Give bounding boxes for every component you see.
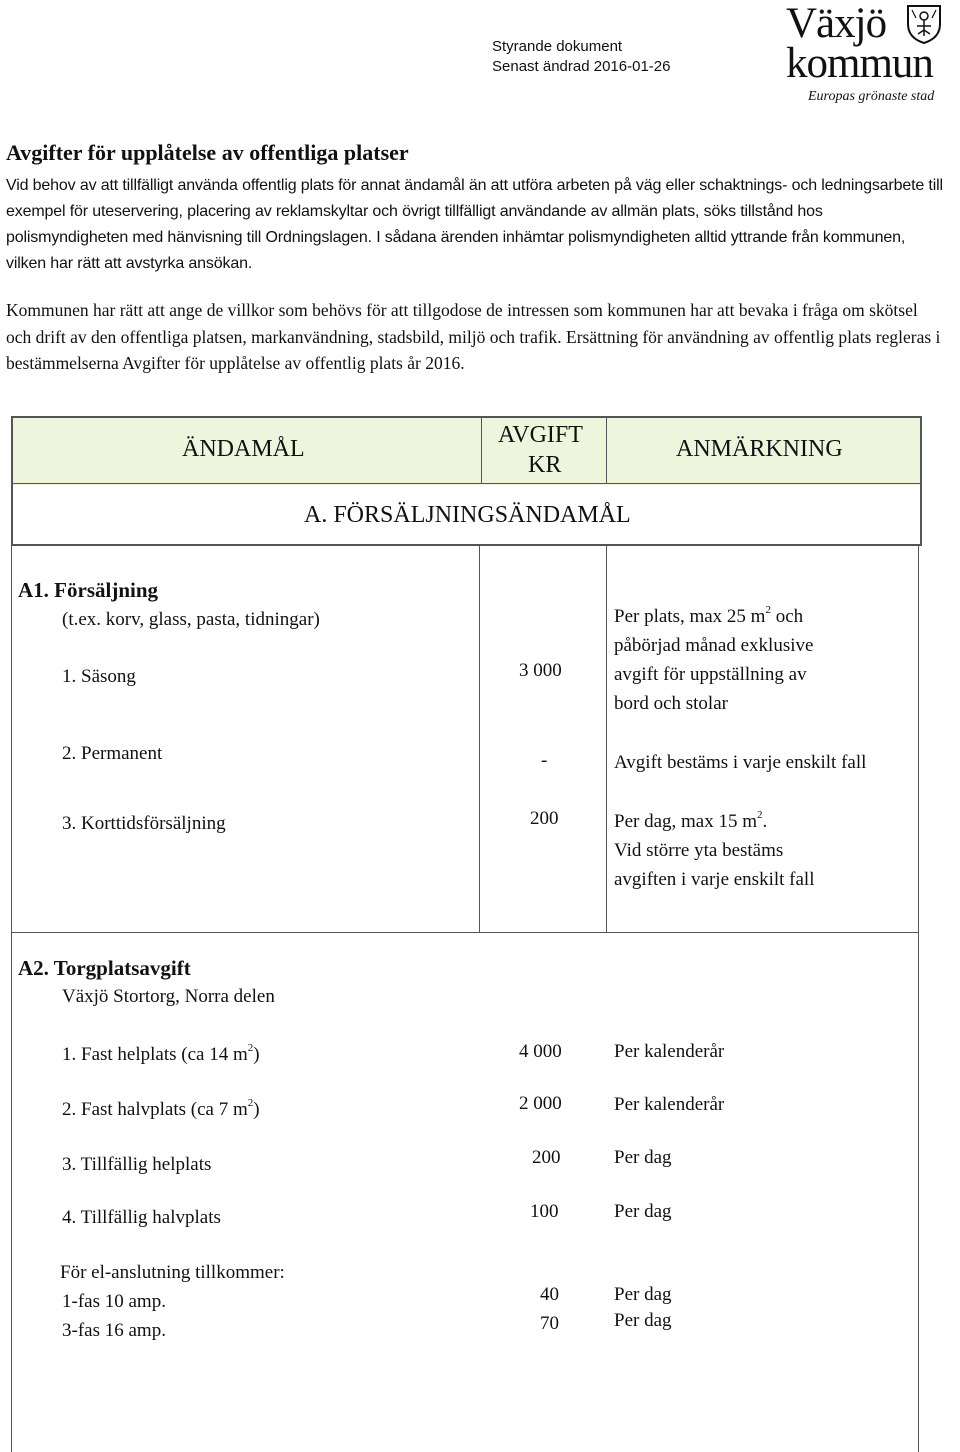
a1-row-label: 3. Korttidsförsäljning [62,813,226,834]
a1-row-remark: avgiften i varje enskilt fall [614,869,815,890]
a2-row-fee: 2 000 [519,1093,562,1114]
a1-row-remark: Per plats, max 25 $m^2$ och [614,603,804,627]
logo-tagline: Europas grönaste stad [808,89,935,104]
a2-row-label: 3. Tillfällig helplats [62,1154,212,1175]
column-divider [606,545,607,933]
a1-row-remark: bord och stolar [614,693,728,714]
conditions-paragraph: Kommunen har rätt att ange de villkor som behövs för att tillgodose de intressen som kommunen har att bevaka i fråga om skötsel och drift av den offentliga platsen, markanvändning, stadsbild, miljö och trafik. Ersättning för användning av offentlig plats regleras i bestämmelserna Avgifter för upplåtelse av offentlig plats år 2016. [6,300,941,373]
a2-row-remark: Per kalenderår [614,1094,725,1115]
header-divider [606,416,607,484]
a1-row-fee: 3 000 [519,660,562,681]
a2-row-remark: Per dag [614,1201,672,1222]
a2-row-fee: 200 [532,1147,561,1168]
a2-row-label: 1. Fast helplats (ca 14 $m^2$) [62,1041,260,1065]
a1-row-label: 2. Permanent [62,743,163,764]
table-border-right [918,545,919,1452]
column-header-remark: ANMÄRKNING [676,436,843,462]
a1-row-fee: - [541,750,548,771]
a2-row-label: 2. Fast halvplats (ca 7 $m^2$) [62,1096,260,1120]
a1-row-remark: avgift för uppställning av [614,664,807,685]
el-connection-heading: För el-anslutning tillkommer: [60,1262,285,1283]
a1-row-label: 1. Säsong [62,666,136,687]
last-changed-date: Senast ändrad 2016-01-26 [492,58,671,75]
el-row-fee: 70 [540,1313,559,1334]
logo-text-line2: kommun [786,40,933,87]
a2-row-remark: Per dag [614,1147,672,1168]
a1-row-remark: Avgift bestäms i varje enskilt fall [614,752,867,773]
a1-title: A1. Försäljning [18,578,159,602]
intro-paragraph: Vid behov av att tillfälligt använda offentlig plats för annat ändamål än att utföra arbeten på väg eller schaktnings- och ledningsarbete till exempel för uteservering, placering av reklamskyltar och övrigt tillfälligt användande av allmän plats, söks tillstånd hos polismyndigheten med hänvisning till Ordningslagen. I sådana ärenden inhämtar polismyndigheten alltid yttrande från kommunen, vilken har rätt att avstyrka ansökan. [6,177,943,272]
el-row-fee: 40 [540,1284,559,1305]
column-header-fee: AVGIFT [498,422,583,448]
a1-subtitle: (t.ex. korv, glass, pasta, tidningar) [62,609,320,630]
el-row-remark: Per dag [614,1310,672,1331]
a1-row-remark: påbörjad månad exklusive [614,635,814,656]
coat-of-arms-icon [906,4,942,44]
column-header-fee-unit: KR [528,452,562,478]
section-title: A. FÖRSÄLJNINGSÄNDAMÅL [304,502,631,528]
row-divider [11,932,919,933]
a2-row-fee: 100 [530,1201,559,1222]
a2-subtitle: Växjö Stortorg, Norra delen [62,986,275,1007]
a1-row-remark: Vid större yta bestäms [614,840,784,861]
a1-row-fee: 200 [530,808,559,829]
a2-row-label: 4. Tillfällig halvplats [62,1207,221,1228]
header-divider [481,416,482,484]
a2-row-fee: 4 000 [519,1041,562,1062]
el-row-label: 1-fas 10 amp. [62,1291,166,1312]
document-type: Styrande dokument [492,38,623,55]
page-title: Avgifter för upplåtelse av offentliga platser [6,140,409,165]
a1-row-remark: Per dag, max 15 $m^2$. [614,808,768,832]
column-divider [479,545,480,933]
el-row-label: 3-fas 16 amp. [62,1320,166,1341]
el-row-remark: Per dag [614,1284,672,1305]
column-header-purpose: ÄNDAMÅL [182,436,305,462]
logo-text-line1: Växjö [786,0,887,47]
a2-title: A2. Torgplatsavgift [18,956,191,980]
a2-row-remark: Per kalenderår [614,1041,725,1062]
table-border-left [11,545,12,1452]
